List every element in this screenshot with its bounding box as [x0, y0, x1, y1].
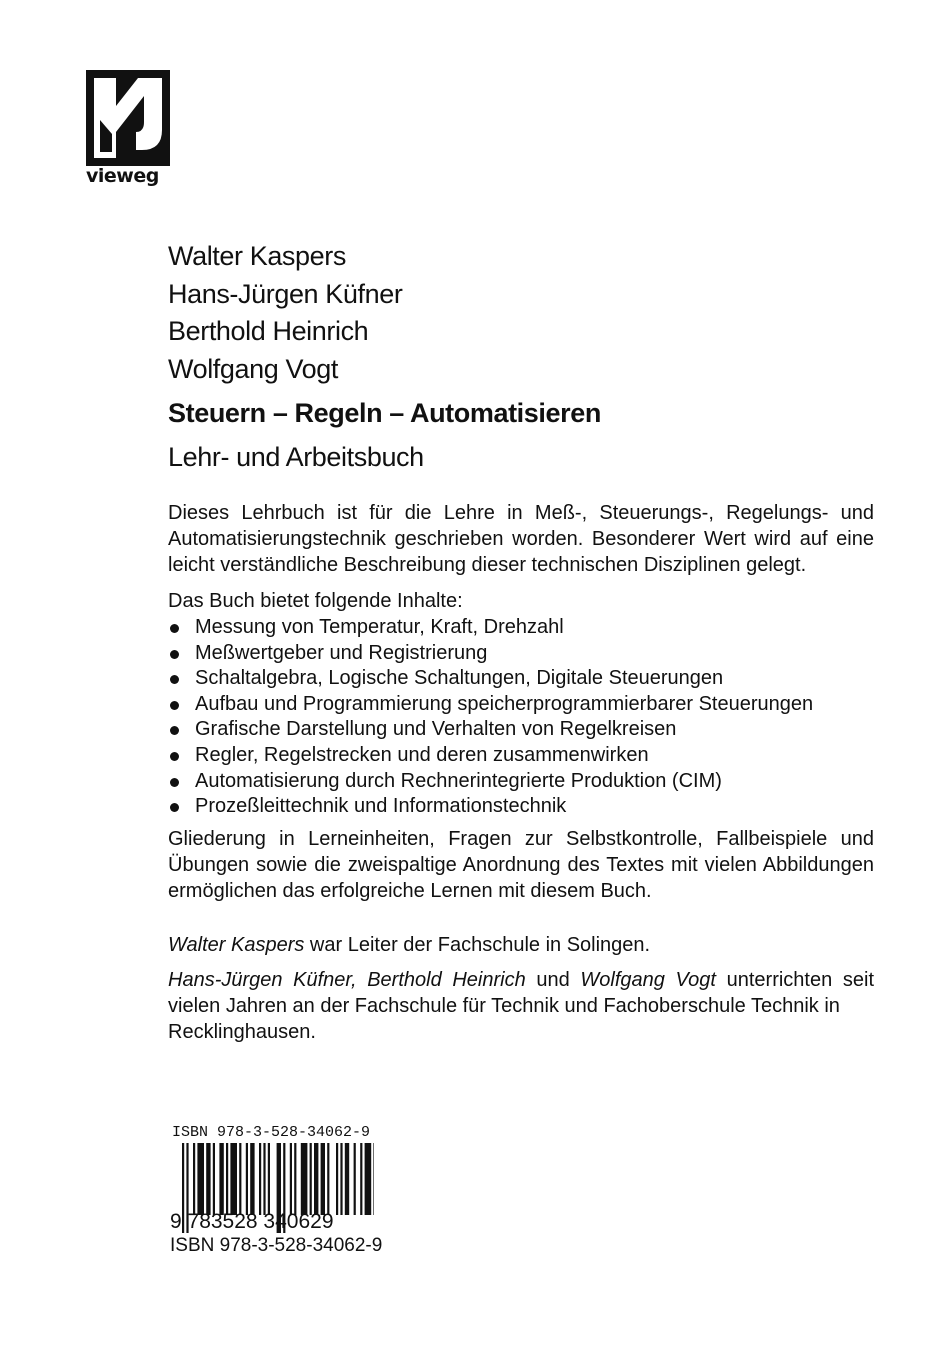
list-item-text: Messung von Temperatur, Kraft, Drehzahl	[195, 616, 564, 638]
list-item-text: Aufbau und Programmierung speicherprogrammierbarer Steuerungen	[195, 692, 814, 715]
barcode-bar	[354, 1143, 356, 1215]
barcode-bar	[360, 1143, 362, 1215]
publisher-logo	[86, 70, 172, 186]
list-item	[168, 794, 813, 820]
barcode-bar	[197, 1143, 204, 1215]
bio-name: Hans-Jürgen Küfner,	[168, 969, 357, 991]
author-bio-kaspers	[168, 932, 650, 958]
barcode-bar	[321, 1143, 325, 1215]
isbn-bottom-label: ISBN 978-3-528-34062-9	[170, 1235, 383, 1256]
isbn-top-label: ISBN 978-3-528-34062-9	[172, 1124, 371, 1141]
barcode-bar	[327, 1143, 329, 1215]
list-item-text: Prozeßleittechnik und Informationstechnik	[195, 795, 567, 818]
barcode-bar	[246, 1143, 248, 1215]
closing-paragraph: Gliederung in Lerneinheiten, Fragen zur Selbstkontrolle, Fallbeispiele und Übungen sowie die zweispaltige Anordnung des Textes mit vielen Abbildungen ermöglichen das erfolgreiche Lernen mit diesem Buch.	[168, 828, 874, 902]
list-item	[168, 717, 813, 743]
barcode-bar	[365, 1143, 372, 1215]
barcode-bar	[314, 1143, 318, 1215]
barcode-bar	[250, 1143, 254, 1215]
bullet-icon	[170, 778, 179, 787]
author-name: Walter Kaspers	[168, 241, 346, 271]
bio-name: Walter Kaspers	[168, 934, 305, 956]
bullet-icon	[170, 752, 179, 761]
book-title: Steuern – Regeln – Automatisieren	[168, 398, 601, 428]
contents-list	[168, 615, 813, 820]
author-list	[168, 238, 402, 388]
list-item-text: Grafische Darstellung und Verhalten von Regelkreisen	[195, 718, 677, 741]
bio-name: Wolfgang Vogt	[580, 969, 716, 991]
barcode-bar	[373, 1143, 374, 1215]
description-paragraph: Dieses Lehrbuch ist für die Lehre in Meß-, Steuerungs-, Regelungs- und Automatisierungstechnik geschrieben worden. Besonderer Wert wird auf eine leicht verständliche Beschreibung dieser technischen Disziplinen gelegt.	[168, 502, 874, 576]
author-name: Berthold Heinrich	[168, 316, 369, 346]
list-item-text: Automatisierung durch Rechnerintegrierte Produktion (CIM)	[195, 769, 722, 792]
barcode-bar	[340, 1143, 342, 1215]
bullet-icon	[170, 701, 179, 710]
isbn-barcode	[168, 1124, 408, 1257]
barcode-bar	[294, 1143, 296, 1215]
bio-text: unterrichten seit vielen Jahren an der Fachschule für Technik und Fachoberschule Technik in	[168, 969, 874, 1017]
vieweg-logo-icon	[86, 70, 170, 166]
bio-name: Berthold Heinrich	[367, 969, 526, 991]
barcode-bar	[226, 1143, 228, 1215]
barcode-bar	[345, 1143, 349, 1215]
logo-text: vieweg	[86, 165, 159, 187]
bullet-icon	[170, 675, 179, 684]
barcode-bar	[301, 1143, 308, 1215]
barcode-bar	[206, 1143, 210, 1215]
bio-text: war Leiter der Fachschule in Solingen.	[304, 934, 651, 956]
barcode-bar	[310, 1143, 312, 1215]
bullet-icon	[170, 624, 179, 633]
barcode-bar	[193, 1143, 195, 1215]
bullet-icon	[170, 803, 179, 812]
barcode-bar	[336, 1143, 338, 1215]
bio-last-line: Recklinghausen.	[168, 1021, 316, 1043]
barcode-bar	[219, 1143, 223, 1215]
barcode-bar	[268, 1143, 270, 1215]
list-item	[168, 641, 813, 667]
barcode-bar	[213, 1143, 215, 1215]
list-item-text: Regler, Regelstrecken und deren zusammenwirken	[195, 743, 649, 766]
author-bio-others	[168, 967, 874, 1045]
list-item-text: Schaltalgebra, Logische Schaltungen, Digitale Steuerungen	[195, 667, 724, 690]
barcode-digits: 9 783528 340629	[170, 1210, 334, 1233]
list-item	[168, 666, 813, 692]
list-item-text: Meßwertgeber und Registrierung	[195, 641, 488, 664]
list-item	[168, 769, 813, 795]
barcode-bar	[239, 1143, 241, 1215]
barcode-bar	[230, 1143, 237, 1215]
contents-intro: Das Buch bietet folgende Inhalte:	[168, 590, 463, 612]
author-name: Wolfgang Vogt	[168, 353, 338, 384]
list-item	[168, 615, 813, 641]
barcode-bar	[263, 1143, 265, 1215]
barcode-bar	[290, 1143, 292, 1215]
author-name: Hans-Jürgen Küfner	[168, 278, 403, 309]
bio-separator: und	[525, 969, 581, 991]
barcode-bar	[259, 1143, 261, 1215]
list-item	[168, 692, 813, 718]
bullet-icon	[170, 650, 179, 659]
book-subtitle: Lehr- und Arbeitsbuch	[168, 442, 424, 472]
bullet-icon	[170, 726, 179, 735]
list-item	[168, 743, 813, 769]
